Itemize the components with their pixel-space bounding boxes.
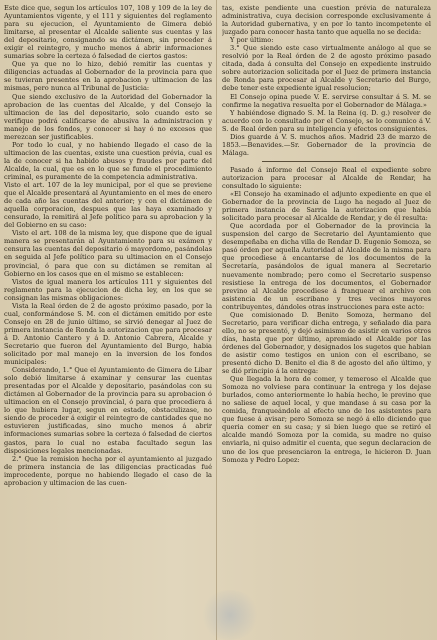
paragraph: Por todo lo cual, y no habiendo llegado el caso de la ultimacion de las cuentas, existe una cuestion prévia, cual es la de conocer si ha habido abusos y fraudes por parte del Alcalde, la cual, que es en lo que se funde el procedimiento criminal, es puramente de la competencia administrativa. — [4, 140, 212, 181]
paragraph: Que siendo exclusivo de la Autoridad del Gobernador la aprobacion de las cuentas del Alcalde, y del Consejo la ultimacion de las del depositario, solo cuando esto se verifique podrá calificarse de abusiva la administracion y manejo de los fondos, y conocer si hay ó no excesos que merezcan ser justificables. — [4, 92, 212, 141]
paragraph: Y habiéndose dignado S. M. la Reina (q. D. g.) resolver de acuerdo con lo consultado por el Consejo, se lo comunico á V. S. de Real órden para su inteligencia y efectos consiguientes. — [222, 108, 431, 133]
paragraph: Vista la Real órden de 2 de agosto próximo pasado, por la cual, conformándose S. M. con el dictámen emitido por este Consejo en 28 de junio último, se sirvió denegar al Juez de primera instancia de Ronda la autorizacion que para procesar á D. Antonio Cantero y á D. Antonio Cabrera, Alcalde y Secretario que fueron del Ayuntamiento del Burgo, habia solicitado por mal manejo en la inversion de los fondos municipales: — [4, 301, 212, 367]
right-column — [222, 4, 431, 636]
paragraph: El Consejo opina puede V. E. servirse consultar á S. M. se confirme la negativa resuelta por el Gobernador de Málaga.» — [222, 92, 431, 109]
paragraph: Considerando, 1.° Que el Ayuntamiento de Gimera de Libar solo debió limitarse á examinar y censurar las cuentas presentadas por el Alcalde y depositario, pasándolas con su dictámen al Gobernador de la provincia para su aprobacion ó ultimacion en el Consejo provincial, ó para que procediera á lo que hubiera lugar, segun en estado, obstaculizase, no siendo de proceder á exigir el reintegro de cantidades que no estuvieren justificadas, sino mucho menos á abrir informaciones sumarias sobre la certeza ó falsedad de ciertos gastos, para lo cual no estaba facultado segun las disposiciones legales mencionadas. — [4, 366, 212, 455]
paragraph: Que comisionado D. Benito Somoza, hermano del Secretario, para verificar dicha entrega, y señalado dia para ello, no se presentó, y dejó asimismo de asistir en varios otros días, hasta que por último, apremiado el Alcalde por las órdenes del Gobernador, y designados los sugetos que habian de asistir como testigos en union con el escribano, se presentó dicho D. Benito el dia 8 de agosto del año último, y se dió principio á la entrega: — [222, 310, 431, 376]
paragraph: tas, existe pendiente una cuestion prévia de naturaleza administrativa, cuya decision corresponde exclusivamente á la Autoridad gubernativa, y en por lo tanto incompetente el juzgado para conocer hasta tanto que aquella no se decida: — [222, 4, 431, 37]
paragraph: Visto el art. 108 de la misma ley, que dispone que de igual manera se presentarán al Ayuntamiento para su exámen y censura las cuentas del depositario ó mayordomo, pasándolas en seguida al Jefe político para su ultimacion en el Consejo provincial, ó para que con su dictámen se remitan al Gobierno en los casos que en el mismo se establecen: — [4, 229, 212, 278]
left-column — [4, 4, 212, 636]
column-divider — [216, 0, 217, 640]
paragraph: Y por último: — [230, 36, 274, 45]
paragraph: Que llegada la hora de comer, y temeroso el Alcalde que Somoza no volviese para continuar la entrega y los dejase burlados, como anteriormente lo había hecho, le previno que no saliese de aquel local, y que mandase á su casa por la comida, franqueándole al efecto uno de los asistentes para que fuese á avisar; pero Somoza se negó á ello diciendo que queria comer en su casa; y si bien luego que se retiró el alcalde mandó Somoza por la comida, su madre no quiso enviarla, ni quiso admitir el cuenta, que segun declaracion de uno de los que presenciaron la entrega, le hicieron D. Juan Somoza y Pedro Lopez: — [222, 375, 431, 464]
paragraph: 3.° Que siendo este caso virtualmente análogo al que se resolvió por la Real órden de 2 de agosto próximo pasado citada, dada á consulta del Consejo en expediente instruido sobre autorizacion solicitada por el Juez de primera instancia de Ronda para procesar al Alcalde y Secretario del Burgo, debe tener este expediente igual resolucion; — [222, 44, 431, 93]
paragraph: Vistos de igual manera los artículos 111 y siguientes del reglamento para la ejecucion de dicha ley, en los que se consignan las mismas obligaciones: — [4, 277, 212, 302]
paper-stain — [200, 590, 260, 640]
paragraph: Este dice que, segun los artículos 107, 108 y 109 de la ley de Ayuntamientos vigente, y el 111 y siguientes del reglamento para su ejecucion, el Ayuntamiento de Gimera debió limitarse, al presentar el Alcalde saliente sus cuentas y las del depositario, consignando su dictámen, sin proceder á exigir el reintegro, y mucho menos á abrir informaciones sumarias sobre la certeza ó falsedad de ciertos gastos: — [4, 4, 212, 61]
paragraph: Dios guarde á V. S. muchos años. Madrid 23 de marzo de 1853.—Benavides.—Sr. Gobernador de la provincia de Málaga. — [222, 132, 431, 157]
paragraph: Que ya que no lo hizo, debió remitir las cuentas y diligencias actuadas al Gobernador de la provincia para que se tuvieran presentes en la aprobacion y ultimacion de las mismas, pero nunca al Tribunal de Justicia: — [4, 60, 212, 93]
paragraph: Pasado á informe del Consejo Real el expediente sobre autorizacion para procesar al Alcalde de Rendar, ha consultado lo siguiente: — [222, 165, 431, 190]
paragraph: Visto el art. 107 de la ley municipal, por el que se previene que el Alcalde presentará al Ayuntamiento en el mes de enero de cada año las cuentas del anterior; y con el dictámen de aquella corporacion, despues que las haya examinado y censurado, la remitirá al Jefe político para su aprobacion y la del Gobierno en su caso: — [4, 181, 212, 230]
paragraph: Que acordada por el Gobernador de la provincia la suspension del cargo de Secretario del Ayuntamiento que desempeñaba en dicha villa de Rendar D. Eugenio Somoza, se pasó órden por aquella Autoridad al Alcalde de la misma para que procediese á encantarse de los documentos de la Secretaría, pasándolos de igual manera al Secretario nuevamente nombrado; pero como el Secretario suspenso resistiese la entrega de los documentos, el Gobernador previno al Alcalde procediese á franquear el archivo con asistencia de un escribano y tres vecinos mayores contribuyentes, dándoles otras instrucciones para este acto: — [222, 222, 431, 311]
section-divider — [262, 161, 391, 162]
paragraph: «El Consejo ha examinado el adjunto expediente en que el Gobernador de la provincia de Lugo ha negado al Juez de primera instancia de Sarria la autorizacion que había solicitado para procesar al Alcalde de Rendar, y de él resulta: — [222, 190, 431, 223]
paragraph: 2.° Que la remision hecha por el ayuntamiento al juzgado de primera instancia de las diligencias practicadas fué improcedente, porque no habiendo llegado el caso de la aprobacion y ultimacion de las cuen- — [4, 454, 212, 487]
